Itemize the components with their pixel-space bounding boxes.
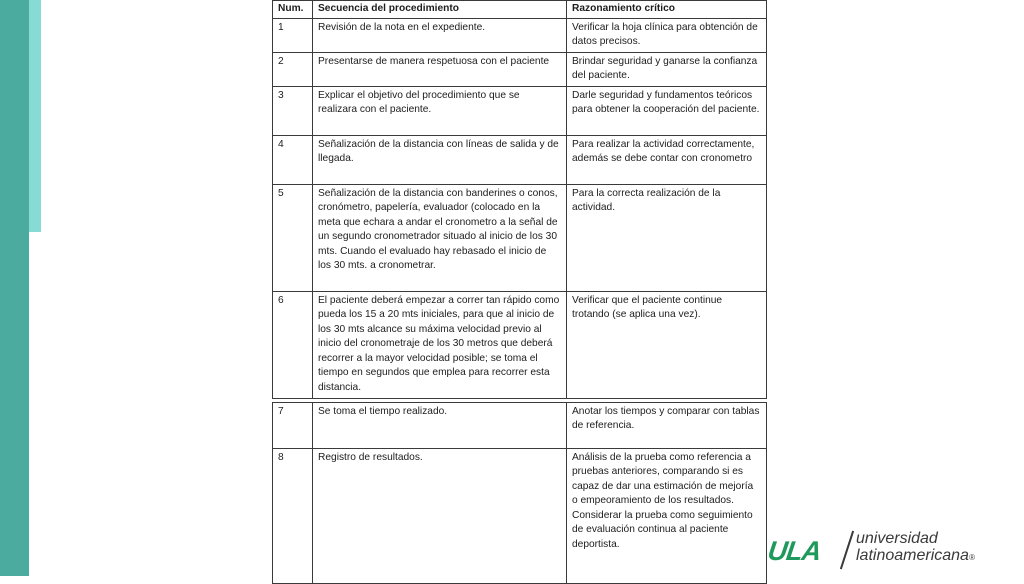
reasoning-cell: Verificar la hoja clínica para obtención de datos precisos.	[567, 18, 767, 52]
sequence-cell: Registro de resultados.	[313, 448, 567, 583]
table-row	[273, 402, 767, 448]
reasoning-cell: Anotar los tiempos y comparar con tablas de referencia.	[567, 402, 767, 448]
row-number: 5	[273, 184, 313, 291]
table-row	[273, 52, 767, 86]
row-number: 4	[273, 135, 313, 184]
header-sequence: Secuencia del procedimiento	[313, 1, 567, 19]
table-row	[273, 291, 767, 398]
row-number: 3	[273, 86, 313, 135]
registered-mark: ®	[968, 553, 975, 562]
reasoning-cell: Verificar que el paciente continue trotando (se aplica una vez).	[567, 291, 767, 398]
sequence-cell: El paciente deberá empezar a correr tan rápido como pueda los 15 a 20 mts iniciales, para que al inicio de los 30 mts alcance su máxima velocidad previo al inicio del cronometraje de los 30 metros que deberá recorrer a la mayor velocidad posible; se toma el tiempo en segundos que emplea para recorrer esta distancia.	[313, 291, 567, 398]
sequence-cell: Señalización de la distancia con líneas de salida y de llegada.	[313, 135, 567, 184]
header-num: Num.	[273, 1, 313, 19]
row-number: 1	[273, 18, 313, 52]
table-row	[273, 184, 767, 291]
table-row	[273, 135, 767, 184]
reasoning-cell: Brindar seguridad y ganarse la confianza del paciente.	[567, 52, 767, 86]
table-row	[273, 18, 767, 52]
logo-divider	[840, 531, 854, 570]
logo-line-2	[856, 547, 975, 566]
university-logo	[765, 528, 1008, 572]
table-header-row	[273, 1, 767, 19]
table-row	[273, 448, 767, 583]
table-row	[273, 86, 767, 135]
logo-line-2-text: latinoamericana	[856, 547, 969, 564]
sequence-cell: Presentarse de manera respetuosa con el paciente	[313, 52, 567, 86]
reasoning-cell: Para realizar la actividad correctamente, además se debe contar con cronometro	[567, 135, 767, 184]
row-number: 7	[273, 402, 313, 448]
reasoning-cell: Análisis de la prueba como referencia a pruebas anteriores, comparando si es capaz de dar una estimación de mejoría o empeoramiento de los resultados. Considerar la prueba como seguimiento de evaluación continua al paciente deportista.	[567, 448, 767, 583]
row-number: 8	[273, 448, 313, 583]
sequence-cell: Revisión de la nota en el expediente.	[313, 18, 567, 52]
reasoning-cell: Darle seguridad y fundamentos teóricos para obtener la cooperación del paciente.	[567, 86, 767, 135]
sequence-cell: Se toma el tiempo realizado.	[313, 402, 567, 448]
ula-logo-mark: ULA	[765, 536, 823, 566]
left-teal-bar	[0, 0, 29, 576]
logo-wordmark	[856, 530, 975, 566]
reasoning-cell: Para la correcta realización de la actividad.	[567, 184, 767, 291]
logo-line-1: universidad	[856, 530, 938, 547]
sequence-cell: Explicar el objetivo del procedimiento que se realizara con el paciente.	[313, 86, 567, 135]
header-reasoning: Razonamiento crítico	[567, 1, 767, 19]
row-number: 2	[273, 52, 313, 86]
sequence-cell: Señalización de la distancia con banderines o conos, cronómetro, papelería, evaluador (colocado en la meta que echara a andar el cronometro a la señal de un segundo cronometrador situado al inicio de los 30 mts. Cuando el evaluado hay rebasado el inicio de los 30 mts. a cronometrar.	[313, 184, 567, 291]
left-accent-bar	[29, 0, 41, 232]
row-number: 6	[273, 291, 313, 398]
procedure-table	[272, 0, 767, 584]
